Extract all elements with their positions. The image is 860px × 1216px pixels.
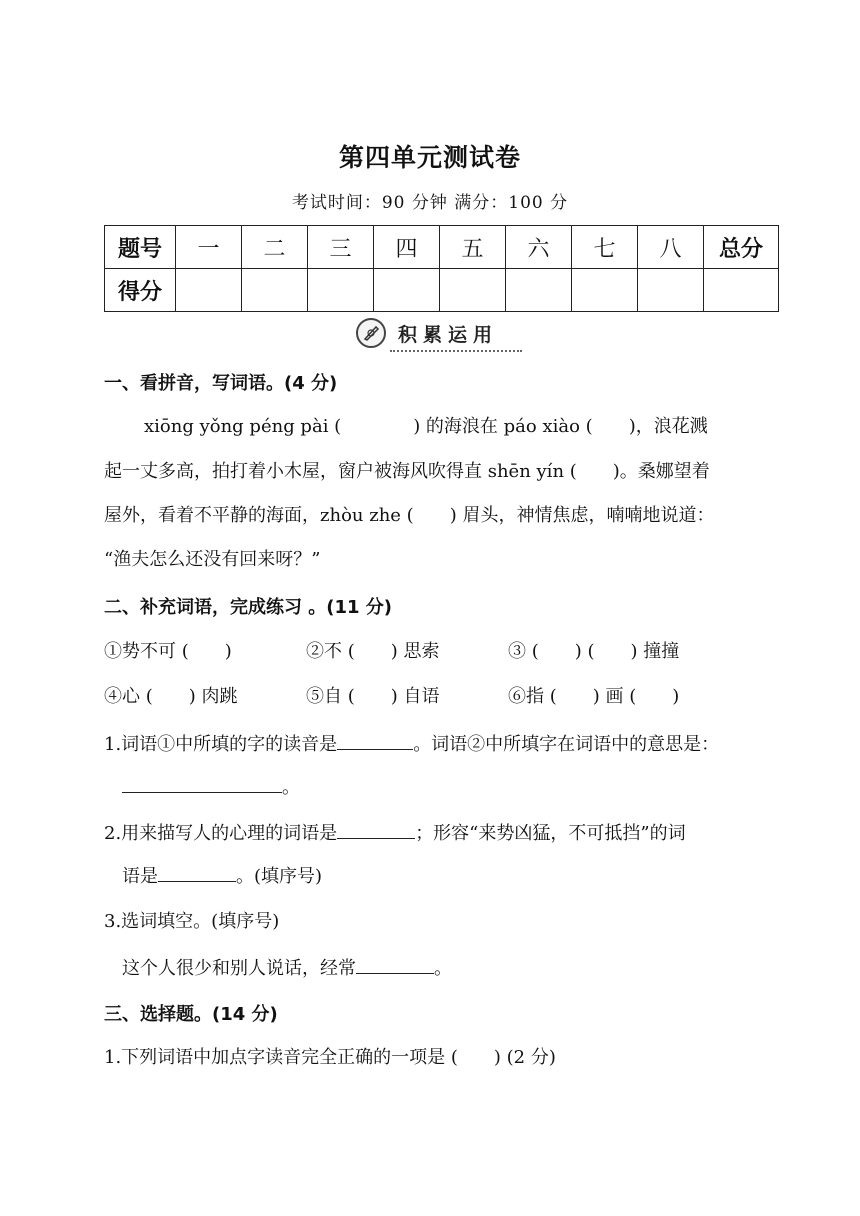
answer-blank[interactable] — [356, 955, 434, 974]
question-text: 1.词语①中所填的字的读音是 — [104, 734, 338, 755]
section2-heading: 二、补充词语，完成练习 。(11 分) — [104, 597, 393, 618]
section1-line: 起一丈多高，拍打着小木屋，窗户被海风吹得直 shēn yín ( )。桑娜望着 — [104, 461, 710, 482]
question-line — [104, 731, 719, 759]
score-header-cell: 八 — [638, 226, 704, 269]
section1-line: xiōng yǒng péng pài ( ) 的海浪在 páo xiào ( )，浪花溅 — [144, 416, 708, 437]
score-cell[interactable] — [308, 269, 374, 312]
answer-blank[interactable] — [337, 820, 415, 839]
score-header-cell: 七 — [572, 226, 638, 269]
score-cell[interactable] — [638, 269, 704, 312]
question-text: 。 — [282, 777, 300, 798]
score-header-cell: 四 — [374, 226, 440, 269]
question-line — [122, 774, 300, 802]
word-item: ⑥指 ( ) 画 ( ) — [508, 686, 680, 707]
score-cell[interactable] — [440, 269, 506, 312]
score-header-cell: 题号 — [105, 226, 176, 269]
question-line — [104, 820, 686, 848]
score-row-label: 得分 — [105, 269, 176, 312]
question-text: 。词语②中所填字在词语中的意思是： — [413, 734, 720, 755]
score-table-header-row — [105, 226, 779, 269]
question-text: 。 — [434, 958, 452, 979]
score-cell[interactable] — [176, 269, 242, 312]
answer-blank[interactable] — [158, 863, 236, 882]
score-cell[interactable] — [572, 269, 638, 312]
section-banner — [356, 316, 524, 354]
score-table-score-row — [105, 269, 779, 312]
word-item: ②不 ( ) 思索 — [306, 641, 440, 662]
score-cell[interactable] — [374, 269, 440, 312]
section3-heading: 三、选择题。(14 分) — [104, 1004, 278, 1025]
banner-title: 积累运用 — [398, 324, 499, 346]
word-item: ④心 ( ) 肉跳 — [104, 686, 238, 707]
score-header-cell: 三 — [308, 226, 374, 269]
question-text: 。(填序号) — [236, 866, 323, 887]
score-header-cell: 二 — [242, 226, 308, 269]
answer-blank[interactable] — [337, 731, 413, 750]
section1-line: “渔夫怎么还没有回来呀？” — [104, 549, 321, 570]
score-cell[interactable] — [242, 269, 308, 312]
section1-line: 屋外，看着不平静的海面，zhòu zhe ( ) 眉头，神情焦虑，喃喃地说道： — [104, 505, 715, 526]
word-item: ③ ( ) ( ) 撞撞 — [508, 641, 680, 662]
quill-badge-icon — [356, 318, 386, 348]
question-text: ；形容“来势凶猛，不可抵挡”的词 — [415, 823, 686, 844]
score-cell[interactable] — [704, 269, 779, 312]
question-text: 2.用来描写人的心理的词语是 — [104, 823, 338, 844]
question-text: 语是 — [122, 866, 158, 887]
score-table — [104, 225, 779, 312]
score-cell[interactable] — [506, 269, 572, 312]
exam-info: 考试时间：90 分钟 满分：100 分 — [291, 193, 569, 213]
word-item: ⑤自 ( ) 自语 — [306, 686, 440, 707]
word-item: ①势不可 ( ) — [104, 641, 232, 662]
question-text: 这个人很少和别人说话，经常 — [122, 958, 356, 979]
score-header-cell: 六 — [506, 226, 572, 269]
section1-heading: 一、看拼音，写词语。(4 分) — [104, 373, 338, 394]
question-line: 3.选词填空。(填序号) — [104, 911, 280, 932]
score-header-cell: 五 — [440, 226, 506, 269]
question-line — [122, 955, 452, 983]
page-title: 第四单元测试卷 — [338, 143, 521, 172]
score-header-cell: 总分 — [704, 226, 779, 269]
answer-blank[interactable] — [122, 774, 282, 793]
score-header-cell: 一 — [176, 226, 242, 269]
question-line — [122, 863, 322, 891]
banner-underline — [390, 350, 522, 352]
question-line: 1.下列词语中加点字读音完全正确的一项是 ( ) (2 分) — [104, 1047, 556, 1068]
